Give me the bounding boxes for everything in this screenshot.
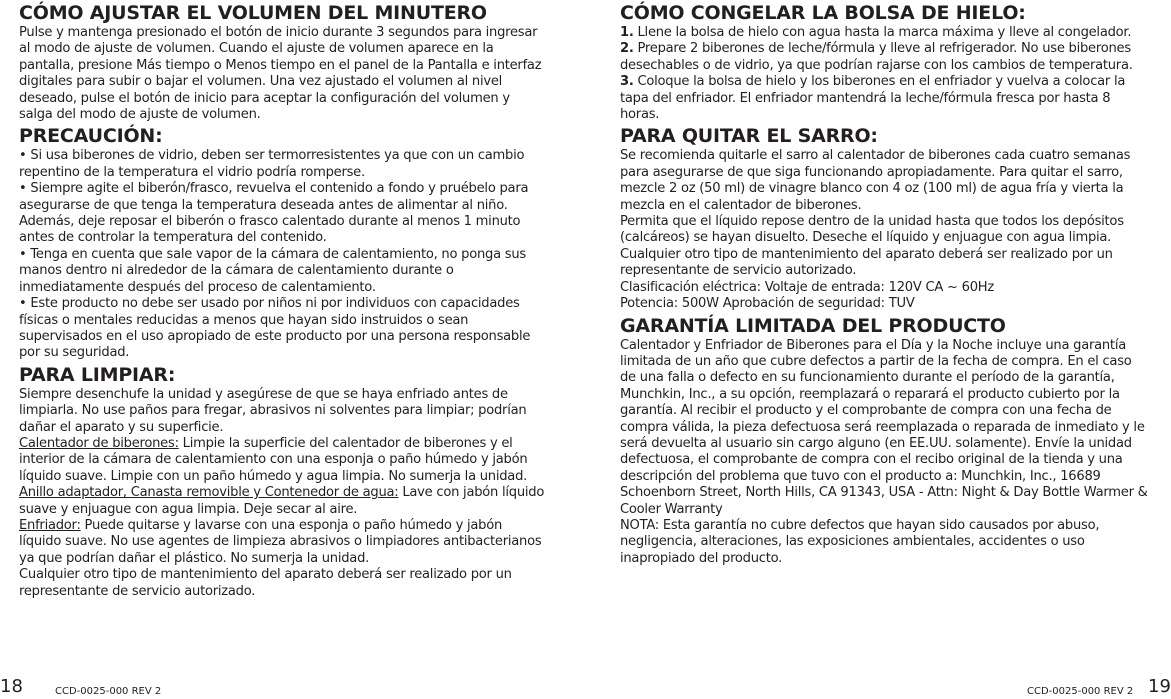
- caution-item: • Tenga en cuenta que sale vapor de la cámara de calentamiento, no ponga sus manos dentro ni alrededor de la cámara de calentamiento durante o inmediatamente después del proceso de calentamiento.: [19, 246, 526, 295]
- descale-paragraph: Permita que el líquido repose dentro de la unidad hasta que todos los depósitos (calcáreos) se hayan disuelto. Deseche el líquido y enjuague con agua limpia. Cualquier otro tipo de mantenimiento del aparato deberá ser realizado por un representante de servicio autorizado.: [620, 214, 1124, 279]
- clean-other-paragraph: Cualquier otro tipo de mantenimiento del aparato deberá ser realizado por un representante de servicio autorizado.: [19, 567, 512, 599]
- freeze-step-number: 1.: [620, 25, 634, 40]
- clean-heater-text: Limpie la superficie del calentador de biberones y el interior de la cámara de calentamiento con una esponja o paño húmedo y jabón líquido suave. Limpie con un paño húmedo y agua limpia. No sumerja la unidad.: [19, 435, 528, 484]
- caution-item: • Si usa biberones de vidrio, deben ser termorresistentes ya que con un cambio repentino de la temperatura el vidrio podría romperse.: [19, 148, 525, 180]
- power-rating: Potencia: 500W Aprobación de seguridad: TUV: [620, 296, 915, 312]
- freeze-heading: CÓMO CONGELAR LA BOLSA DE HIELO:: [620, 2, 1026, 24]
- document-code-right: CCD-0025-000 REV 2: [1027, 686, 1134, 697]
- caution-item: • Siempre agite el biberón/frasco, revuelva el contenido a fondo y pruébelo para asegurarse de que tenga la temperatura deseada antes de alimentar al niño. Además, deje reposar el biberón o frasco calentado durante al menos 1 minuto antes de controlar la temperatura del contenido.: [19, 181, 529, 246]
- clean-ring-paragraph: [19, 485, 545, 518]
- page-number-right: 19: [1148, 676, 1171, 697]
- caution-item: • Este producto no debe ser usado por niños ni por individuos con capacidades físicas o mentales reducidas a menos que hayan sido instruidos o sean supervisados en el uso apropiado de este producto por una persona responsable por su seguridad.: [19, 296, 531, 361]
- page-number-left: 18: [0, 676, 23, 697]
- volume-paragraph: Pulse y mantenga presionado el botón de inicio durante 3 segundos para ingresar al modo de ajuste de volumen. Cuando el ajuste de volumen aparece en la pantalla, presione Más tiempo o Menos tiempo en el panel de la Pantalla e interfaz digitales para subir o bajar el volumen. Una vez ajustado el volumen al nivel deseado, pulse el botón de inicio para aceptar la configuración del volumen y salga del modo de ajuste de volumen.: [19, 25, 542, 123]
- warranty-paragraph: Calentador y Enfriador de Biberones para el Día y la Noche incluye una garantía limitada de un año que cubre defectos a partir de la fecha de compra. En el caso de una falla o defecto en su funcionamiento durante el período de la garantía, Munchkin, Inc., a su opción, reemplazará o reparará el producto cubierto por la garantía. Al recibir el producto y el comprobante de compra con una fecha de compra válida, la pieza defectuosa será reemplazada o reparada de inmediato y le será devuelta al usuario sin cargo alguno (en EE.UU. solamente). Envíe la unidad defectuosa, el comprobante de compra con el recibo original de la tienda y una descripción del problema que tuvo con el producto a: Munchkin, Inc., 16689 Schoenborn Street, North Hills, CA 91343, USA - Attn: Night & Day Bottle Warmer & Cooler Warranty: [620, 337, 1148, 517]
- right-column: [620, 2, 1148, 567]
- freeze-step-text: Coloque la bolsa de hielo y los biberones en el enfriador y vuelva a colocar la tapa del enfriador. El enfriador mantendrá la leche/fórmula fresca por hasta 8 horas.: [620, 74, 1126, 123]
- freeze-step-number: 2.: [620, 41, 634, 57]
- left-column: [19, 2, 545, 600]
- freeze-step-text: Prepare 2 biberones de leche/fórmula y lleve al refrigerador. No use biberones desechables o de vidrio, ya que podrían rajarse con los cambios de temperatura.: [620, 41, 1133, 73]
- volume-heading: CÓMO AJUSTAR EL VOLUMEN DEL MINUTERO: [19, 2, 487, 24]
- clean-heater-paragraph: [19, 436, 545, 485]
- freeze-step-text: Llene la bolsa de hielo con agua hasta la marca máxima y lleve al congelador.: [633, 25, 1132, 40]
- freeze-step: [620, 25, 1148, 41]
- clean-ring-label: Anillo adaptador, Canasta removible y Contenedor de agua:: [19, 485, 399, 501]
- warranty-heading: GARANTÍA LIMITADA DEL PRODUCTO: [620, 314, 1006, 337]
- clean-intro: Siempre desenchufe la unidad y asegúrese de que se haya enfriado antes de limpiarla. No use paños para fregar, abrasivos ni solventes para limpiar; podrían dañar el aparato y su superficie.: [19, 386, 527, 435]
- clean-heading: PARA LIMPIAR:: [19, 363, 176, 386]
- document-code-left: CCD-0025-000 REV 2: [55, 686, 162, 697]
- clean-cooler-text: Puede quitarse y lavarse con una esponja o paño húmedo y jabón líquido suave. No use agentes de limpieza abrasivos o limpiadores antibacterianos ya que podrían dañar el plástico. No sumerja la unidad.: [19, 517, 542, 566]
- clean-cooler-paragraph: [19, 518, 545, 567]
- freeze-step: [620, 74, 1148, 123]
- descale-heading: PARA QUITAR EL SARRO:: [620, 125, 878, 148]
- descale-paragraph: Se recomienda quitarle el sarro al calentador de biberones cada cuatro semanas para asegurarse de que siga funcionando apropiadamente. Para quitar el sarro, mezcle 2 oz (50 ml) de vinagre blanco con 4 oz (100 ml) de agua fría y vierta la mezcla en el calentador de biberones.: [620, 148, 1131, 213]
- caution-heading: PRECAUCIÓN:: [19, 125, 163, 148]
- clean-heater-label: Calentador de biberones:: [19, 435, 179, 451]
- freeze-step-number: 3.: [620, 74, 634, 90]
- clean-cooler-label: Enfriador:: [19, 517, 81, 533]
- freeze-step: [620, 41, 1148, 74]
- electrical-rating: Clasificación eléctrica: Voltaje de entrada: 120V CA ~ 60Hz: [620, 279, 995, 295]
- clean-ring-text: Lave con jabón líquido suave y enjuague con agua limpia. Deje secar al aire.: [19, 485, 545, 517]
- warranty-note: NOTA: Esta garantía no cubre defectos que hayan sido causados por abuso, negligencia, alteraciones, las exposiciones ambientales, accidentes o uso inapropiado del producto.: [620, 517, 1100, 566]
